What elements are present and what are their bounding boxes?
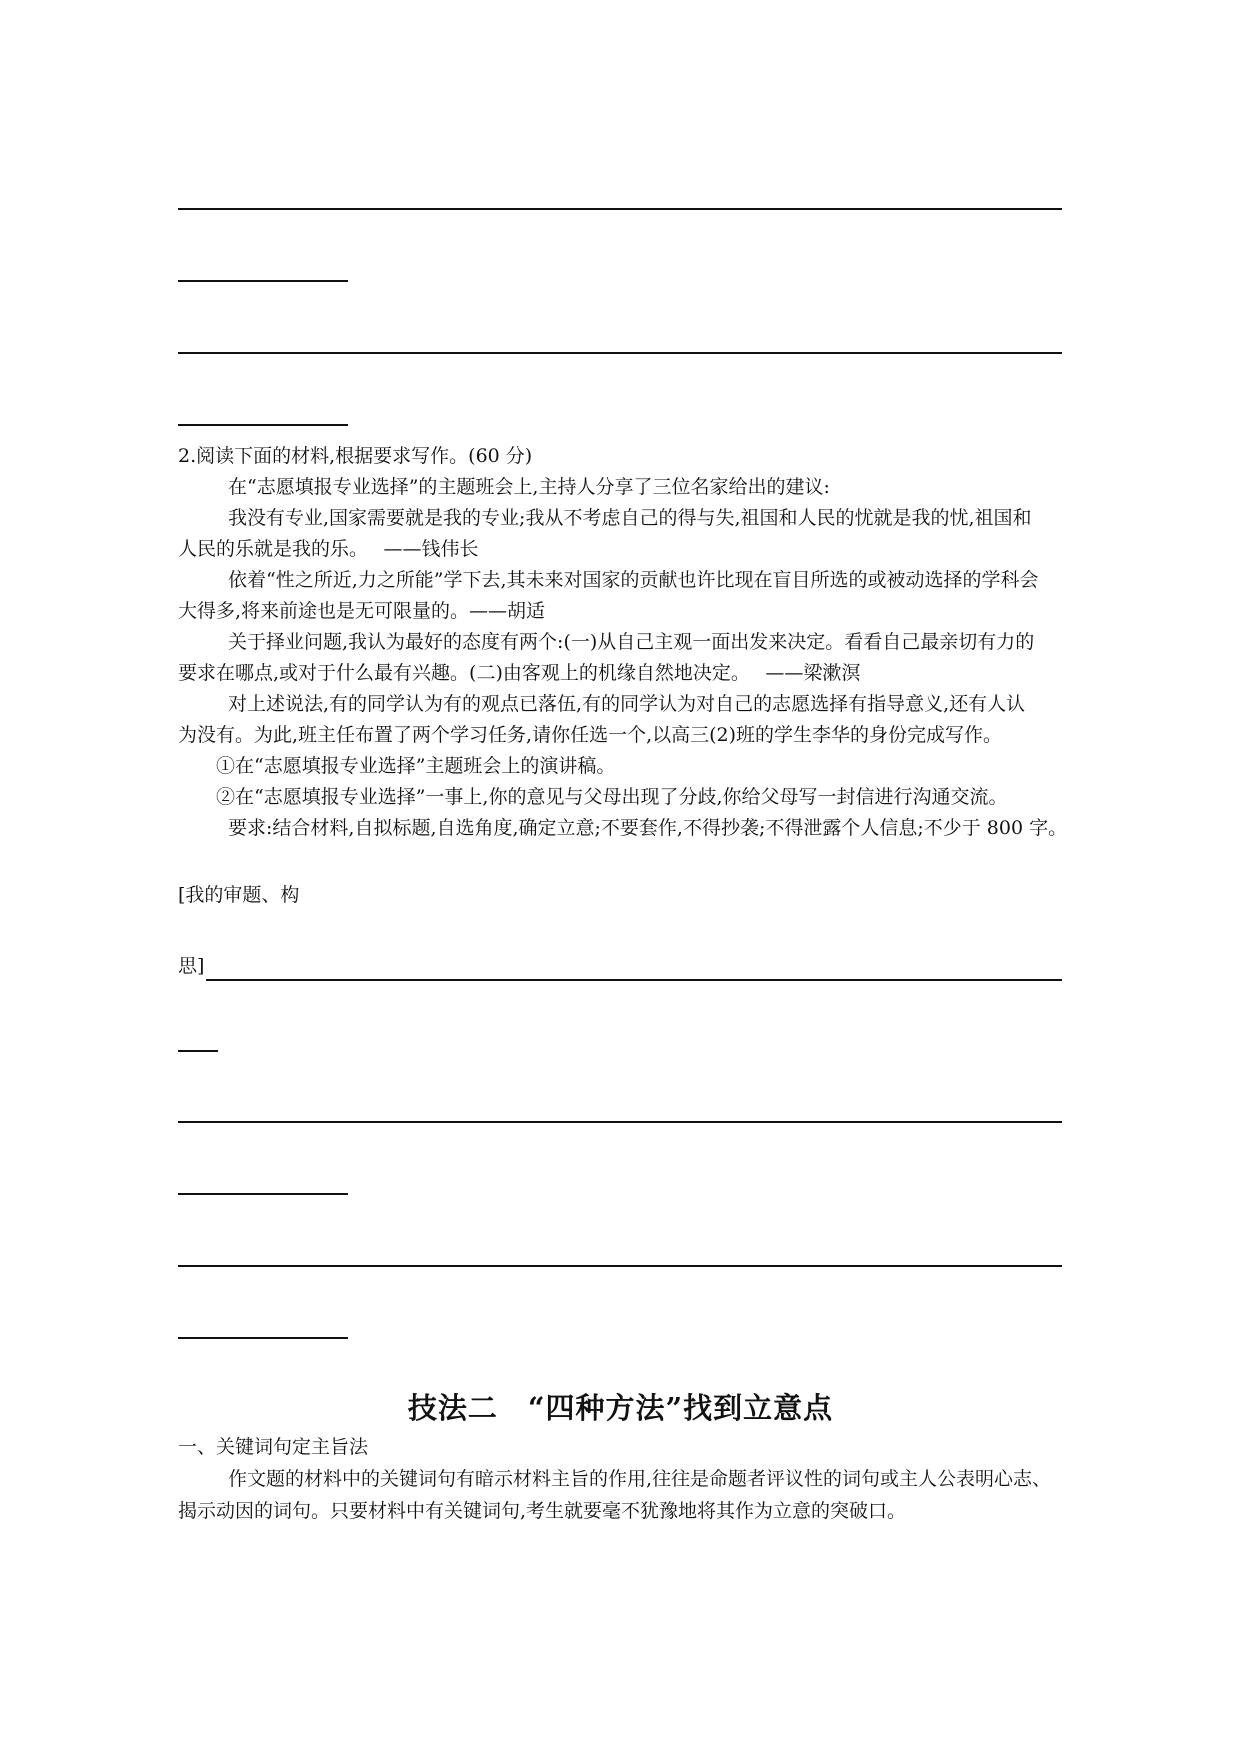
answer-line	[178, 424, 348, 426]
answer-line	[178, 1337, 348, 1339]
section-paragraph-line1: 作文题的材料中的关键词句有暗示材料主旨的作用,往往是命题者评议性的词句或主人公表明心志、	[228, 1468, 1052, 1490]
answer-line	[206, 979, 1062, 981]
answer-line	[178, 208, 1062, 210]
task-option-1: ①在“志愿填报专业选择”主题班会上的演讲稿。	[216, 755, 616, 777]
answer-line	[178, 1121, 1062, 1123]
answer-line	[178, 1193, 348, 1195]
requirement: 要求:结合材料,自拟标题,自选角度,确定立意;不要套作,不得抄袭;不得泄露个人信息;不少于 800 字。	[228, 817, 1068, 839]
answer-label-line1: [我的审题、构	[178, 884, 300, 906]
quote-hu-line1: 依着“性之所近,力之所能”学下去,其未来对国家的贡献也许比现在盲目所选的或被动选择的学科会	[228, 569, 1039, 591]
section-heading: 技法二 “四种方法”找到立意点	[407, 1391, 834, 1425]
quote-liang-line1: 关于择业问题,我认为最好的态度有两个:(一)从自己主观一面出发来决定。看看自己最亲切有力的	[228, 631, 1035, 653]
section-subheading: 一、关键词句定主旨法	[178, 1436, 369, 1458]
section-paragraph-line2: 揭示动因的词句。只要材料中有关键词句,考生就要毫不犹豫地将其作为立意的突破口。	[178, 1500, 907, 1522]
question-title: 2.阅读下面的材料,根据要求写作。(60 分)	[178, 445, 533, 467]
answer-line	[178, 1050, 218, 1052]
answer-line	[178, 352, 1062, 354]
task-line1: 对上述说法,有的同学认为有的观点已落伍,有的同学认为对自己的志愿选择有指导意义,还有人认	[228, 693, 1026, 715]
question-intro: 在“志愿填报专业选择”的主题班会上,主持人分享了三位名家给出的建议:	[228, 476, 830, 498]
answer-line	[178, 280, 348, 282]
task-line2: 为没有。为此,班主任布置了两个学习任务,请你任选一个,以高三(2)班的学生李华的身份完成写作。	[178, 724, 1003, 746]
quote-qian-line2: 人民的乐就是我的乐。 ——钱伟长	[178, 538, 479, 560]
quote-hu-line2: 大得多,将来前途也是无可限量的。——胡适	[178, 600, 546, 622]
answer-label-line2: 思]	[178, 955, 205, 977]
task-option-2: ②在“志愿填报专业选择”一事上,你的意见与父母出现了分歧,你给父母写一封信进行沟通交流。	[216, 786, 1008, 808]
quote-qian-line1: 我没有专业,国家需要就是我的专业;我从不考虑自己的得与失,祖国和人民的忧就是我的忧,祖国和	[228, 507, 1032, 529]
quote-liang-line2: 要求在哪点,或对于什么最有兴趣。(二)由客观上的机缘自然地决定。 ——梁漱溟	[178, 662, 861, 684]
answer-line	[178, 1265, 1062, 1267]
